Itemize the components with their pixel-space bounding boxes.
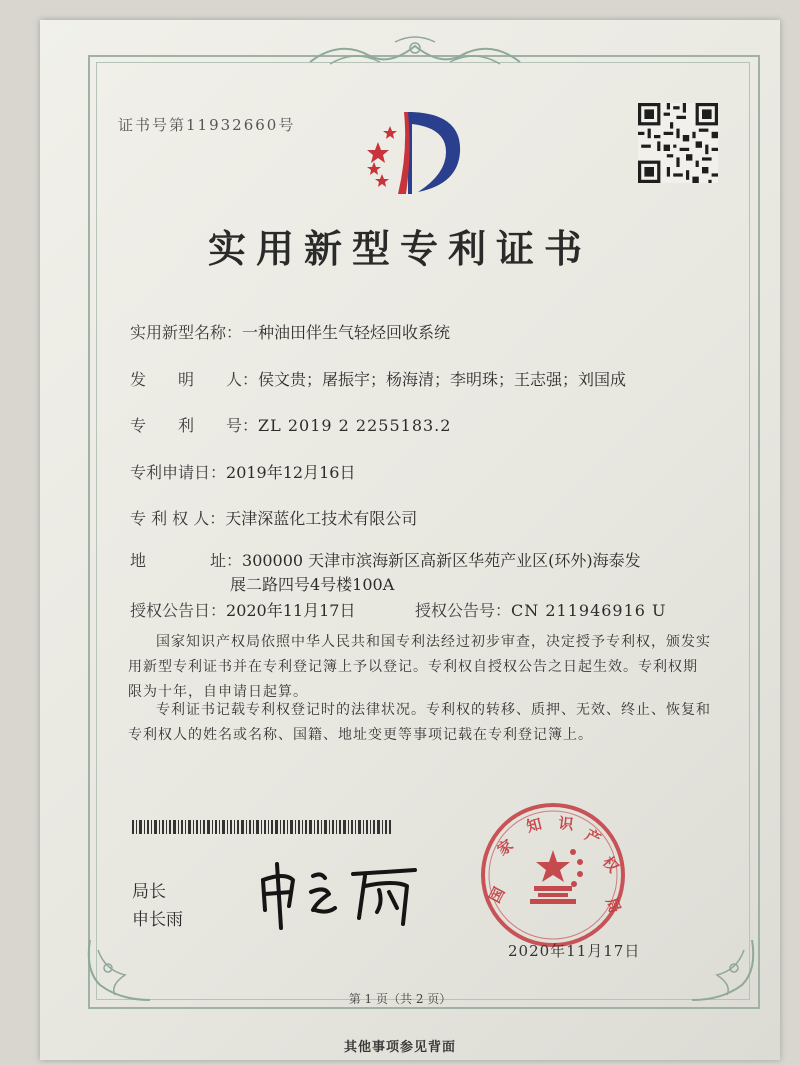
patentee-label: 专 利 权 人： bbox=[130, 509, 226, 528]
announcement-number-label: 授权公告号： bbox=[415, 601, 512, 620]
address-line-1: 300000 天津市滨海新区高新区华苑产业区(环外)海泰发 bbox=[242, 551, 641, 570]
legal-status-paragraph: 专利证书记载专利权登记时的法律状况。专利权的转移、质押、无效、终止、恢复和专利权人的姓名或名称、国籍、地址变更等事项记载在专利登记簿上。 bbox=[128, 702, 711, 743]
official-seal bbox=[478, 800, 628, 950]
filing-date-value: 2019年12月16日 bbox=[226, 463, 356, 482]
filing-date-label: 专利申请日： bbox=[130, 463, 227, 482]
footer-note: 其他事项参见背面 bbox=[343, 1040, 456, 1055]
announcement-number-row bbox=[415, 598, 667, 621]
certificate-number: 证书号第11932660号 bbox=[118, 116, 296, 134]
grant-statement-paragraph: 国家知识产权局依照中华人民共和国专利法经过初步审查，决定授予专利权，颁发实用新型专利证书并在专利登记簿上予以登记。专利权自授权公告之日起生效。专利权期限为十年，自申请日起算。 bbox=[128, 634, 711, 700]
inventor-value: 侯文贵；屠振宇；杨海清；李明珠；王志强；刘国成 bbox=[258, 370, 627, 389]
cnipa-logo-icon bbox=[350, 102, 470, 202]
announcement-number-value: CN 211946916 U bbox=[511, 601, 667, 620]
certificate-title: 实用新型专利证书 bbox=[207, 226, 592, 271]
seal-date: 2020年11月17日 bbox=[508, 942, 641, 960]
barcode-icon bbox=[132, 820, 392, 834]
director-signature bbox=[255, 858, 425, 933]
seal-char-shi: 识 bbox=[557, 814, 575, 834]
page-number: 第 1 页（共 2 页） bbox=[348, 992, 452, 1006]
seal-char-ju: 局 bbox=[602, 895, 625, 916]
address-label: 地 址： bbox=[130, 551, 243, 570]
announcement-date-value: 2020年11月17日 bbox=[226, 601, 356, 620]
patent-number-label: 专 利 号： bbox=[130, 416, 259, 435]
top-ornament bbox=[300, 34, 530, 74]
seal-char-zhi: 知 bbox=[524, 814, 544, 836]
seal-char-quan: 权 bbox=[598, 853, 623, 877]
seal-char-guo: 国 bbox=[485, 884, 509, 906]
announcement-date-row bbox=[130, 598, 355, 621]
patentee-row bbox=[130, 506, 417, 529]
inventor-row bbox=[130, 367, 626, 390]
announcement-date-label: 授权公告日： bbox=[130, 601, 227, 620]
address-line-2: 展二路四号4号楼100A bbox=[230, 575, 395, 594]
patentee-value: 天津深蓝化工技术有限公司 bbox=[225, 509, 418, 528]
address-row-2 bbox=[230, 572, 394, 595]
patent-number-value: ZL 2019 2 2255183.2 bbox=[258, 416, 452, 435]
seal-char-jia: 家 bbox=[493, 835, 517, 860]
patent-number-row bbox=[130, 413, 451, 436]
inventor-label: 发 明 人： bbox=[130, 370, 259, 389]
utility-model-name-value: 一种油田伴生气轻烃回收系统 bbox=[242, 323, 451, 342]
utility-model-name-row bbox=[130, 320, 450, 343]
utility-model-name-label: 实用新型名称： bbox=[130, 323, 243, 342]
filing-date-row bbox=[130, 460, 355, 483]
director-title: 局长 bbox=[132, 882, 166, 902]
director-name: 申长雨 bbox=[132, 910, 183, 930]
seal-char-chan: 产 bbox=[582, 825, 604, 849]
address-row bbox=[130, 548, 641, 571]
qr-code-icon bbox=[638, 103, 718, 183]
